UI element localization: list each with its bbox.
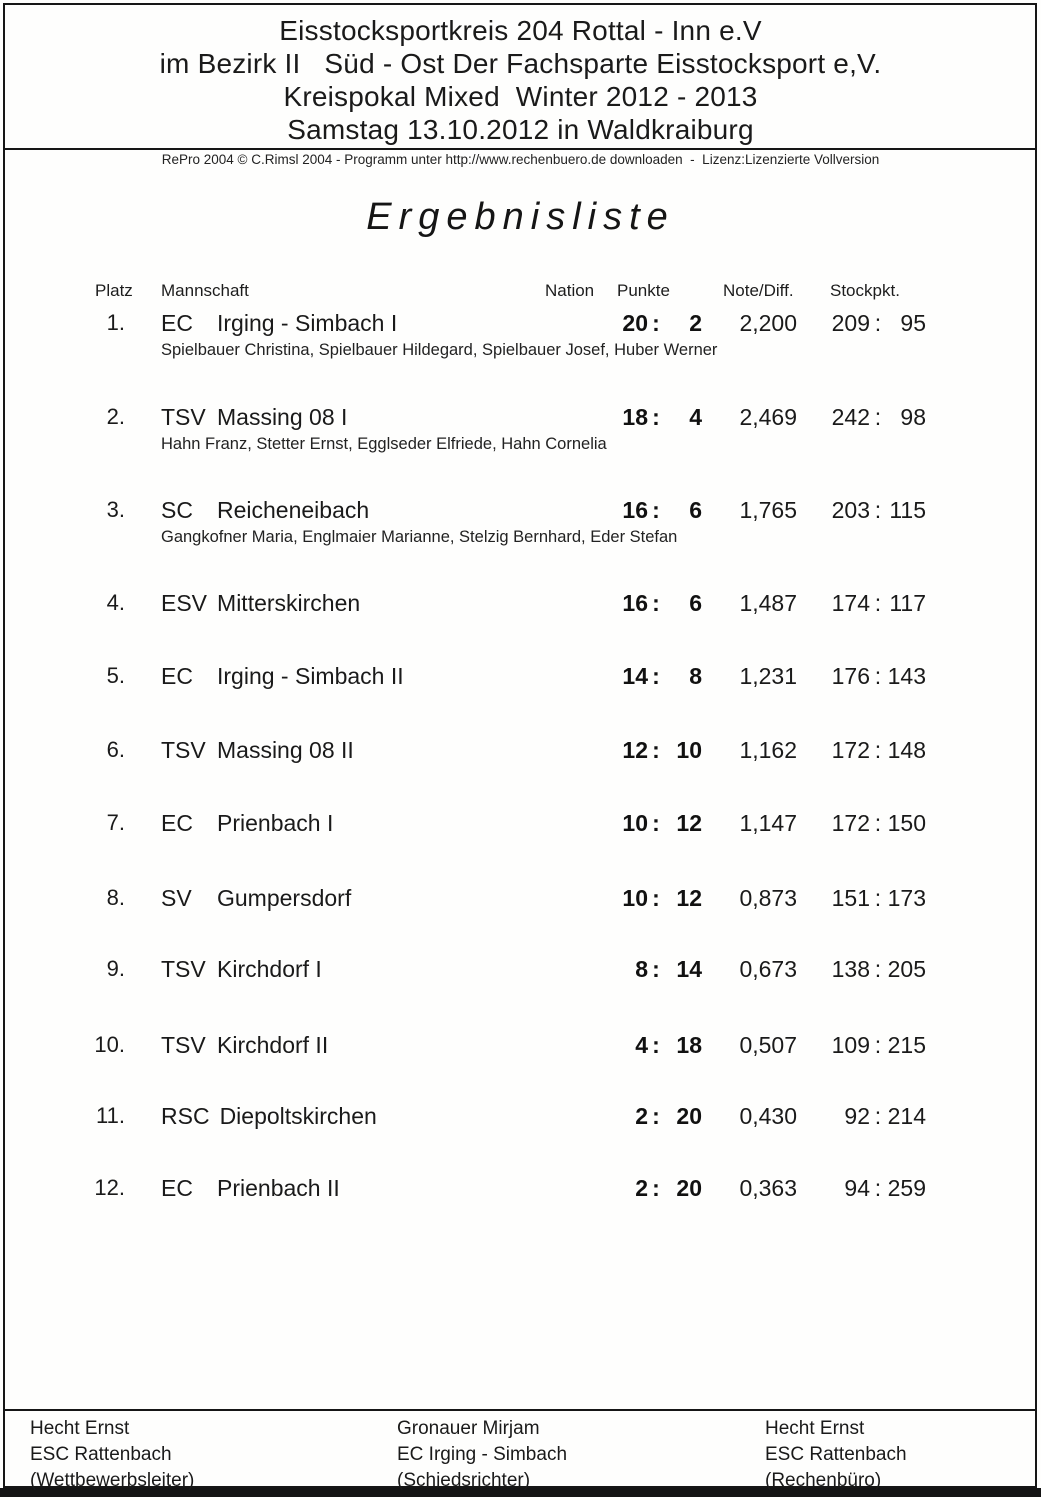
rank-cell: 2. (106, 404, 125, 429)
team-club-abbreviation: SC (161, 497, 193, 523)
officials-footer (5, 1411, 1035, 1491)
punkte-won: 16 (622, 497, 648, 523)
team-club-abbreviation: EC (161, 810, 193, 836)
punkte-lost: 8 (689, 663, 702, 689)
note-diff-cell: 0,873 (739, 885, 797, 911)
note-diff-cell: 1,147 (739, 810, 797, 836)
team-name: Diepoltskirchen (219, 1103, 377, 1129)
stock-against: 214 (887, 1103, 926, 1129)
stock-for: 176 (831, 663, 870, 689)
table-row (0, 737, 1041, 807)
punkte-cell (600, 810, 702, 837)
column-header-stockpkt: Stockpkt. (830, 281, 900, 300)
players-line: Spielbauer Christina, Spielbauer Hildegard, Spielbauer Josef, Huber Werner (161, 341, 718, 359)
official-role: (Schiedsrichter) (397, 1470, 531, 1491)
header-line-competition: Kreispokal Mixed Winter 2012 - 2013 (283, 81, 758, 112)
team-club-abbreviation: RSC (161, 1103, 210, 1129)
punkte-lost: 2 (689, 310, 702, 336)
note-diff-cell: 1,162 (739, 737, 797, 763)
official-name: Hecht Ernst (765, 1418, 865, 1439)
column-header-note-diff: Note/Diff. (723, 281, 794, 300)
footer-competition-leader (30, 1416, 194, 1494)
stock-against: 215 (887, 1032, 926, 1058)
team-club-abbreviation: TSV (161, 404, 206, 430)
official-club: ESC Rattenbach (30, 1444, 172, 1465)
stock-colon: : (874, 497, 882, 523)
stock-against: 173 (887, 885, 926, 911)
column-header-punkte: Punkte (617, 281, 670, 300)
stockpunkte-cell (800, 1175, 926, 1202)
team-club-abbreviation: ESV (161, 590, 208, 616)
stockpunkte-cell (800, 885, 926, 912)
column-header-nation: Nation (545, 281, 595, 300)
team-cell (161, 404, 347, 431)
punkte-won: 20 (622, 310, 648, 336)
stockpunkte-cell (800, 663, 926, 690)
team-cell (161, 497, 369, 524)
stock-against: 143 (887, 663, 926, 689)
note-diff-cell: 0,673 (739, 956, 797, 982)
team-cell (161, 590, 360, 617)
punkte-won: 8 (635, 956, 648, 982)
table-row (0, 956, 1041, 1026)
punkte-won: 14 (622, 663, 648, 689)
table-row (0, 885, 1041, 955)
stock-against: 98 (900, 404, 926, 430)
punkte-colon: : (652, 1032, 660, 1058)
stock-for: 94 (844, 1175, 870, 1201)
punkte-colon: : (652, 1103, 660, 1129)
team-club-abbreviation: TSV (161, 1032, 206, 1058)
team-cell (161, 956, 322, 983)
stock-colon: : (874, 1032, 882, 1058)
table-row (0, 310, 1041, 380)
official-role: (Wettbewerbsleiter) (30, 1470, 195, 1491)
punkte-colon: : (652, 663, 660, 689)
punkte-won: 2 (635, 1103, 648, 1129)
punkte-won: 4 (635, 1032, 648, 1058)
stockpunkte-cell (800, 737, 926, 764)
table-row (0, 1175, 1041, 1245)
footer-referee (397, 1416, 567, 1494)
stock-colon: : (874, 737, 882, 763)
stock-for: 203 (831, 497, 870, 523)
punkte-cell (600, 956, 702, 983)
stockpunkte-cell (800, 310, 926, 337)
punkte-cell (600, 404, 702, 431)
punkte-colon: : (652, 1175, 660, 1201)
note-diff-cell: 0,430 (739, 1103, 797, 1129)
punkte-cell (600, 590, 702, 617)
team-cell (161, 1103, 377, 1130)
rank-cell: 7. (106, 810, 125, 835)
column-header-mannschaft: Mannschaft (161, 281, 249, 300)
official-club: ESC Rattenbach (765, 1444, 907, 1465)
note-diff-cell: 1,231 (739, 663, 797, 689)
team-club-abbreviation: EC (161, 1175, 193, 1201)
punkte-won: 10 (622, 810, 648, 836)
stockpunkte-cell (800, 497, 926, 524)
stock-colon: : (874, 1175, 882, 1201)
stock-for: 151 (831, 885, 870, 911)
stock-for: 109 (831, 1032, 870, 1058)
stock-colon: : (874, 404, 882, 430)
punkte-cell (600, 885, 702, 912)
official-club: EC Irging - Simbach (397, 1444, 568, 1465)
note-diff-cell: 1,765 (739, 497, 797, 523)
punkte-cell (600, 497, 702, 524)
stockpunkte-cell (800, 1103, 926, 1130)
stock-for: 172 (831, 810, 870, 836)
punkte-cell (600, 1103, 702, 1130)
punkte-won: 12 (622, 737, 648, 763)
players-line: Gangkofner Maria, Englmaier Marianne, Stelzig Bernhard, Eder Stefan (161, 528, 678, 546)
table-row (0, 1103, 1041, 1173)
team-club-abbreviation: TSV (161, 737, 206, 763)
punkte-lost: 14 (676, 956, 702, 982)
stock-against: 117 (889, 590, 926, 616)
punkte-won: 2 (635, 1175, 648, 1201)
team-cell (161, 885, 351, 912)
team-cell (161, 810, 333, 837)
punkte-lost: 12 (676, 810, 702, 836)
stock-against: 150 (887, 810, 926, 836)
rank-cell: 12. (94, 1175, 125, 1200)
punkte-lost: 6 (689, 590, 702, 616)
rank-cell: 10. (94, 1032, 125, 1057)
team-name: Kirchdorf II (217, 1032, 329, 1058)
page-title: Ergebnisliste (366, 196, 675, 238)
team-cell (161, 737, 354, 764)
players-line: Hahn Franz, Stetter Ernst, Egglseder Elfriede, Hahn Cornelia (161, 435, 607, 453)
team-name: Irging - Simbach I (217, 310, 398, 336)
punkte-won: 16 (622, 590, 648, 616)
team-cell (161, 310, 397, 337)
punkte-colon: : (652, 956, 660, 982)
stock-colon: : (874, 885, 882, 911)
punkte-cell (600, 1032, 702, 1059)
rank-cell: 3. (106, 497, 125, 522)
footer-computing-office (765, 1416, 907, 1494)
stockpunkte-cell (800, 590, 926, 617)
rank-cell: 5. (106, 663, 125, 688)
team-club-abbreviation: EC (161, 310, 193, 336)
punkte-cell (600, 310, 702, 337)
stock-colon: : (874, 310, 882, 336)
table-row (0, 497, 1041, 567)
team-name: Reicheneibach (217, 497, 370, 523)
rank-cell: 6. (106, 737, 125, 762)
team-name: Irging - Simbach II (217, 663, 404, 689)
team-club-abbreviation: SV (161, 885, 192, 911)
team-cell (161, 663, 404, 690)
table-row (0, 663, 1041, 733)
stock-against: 259 (887, 1175, 926, 1201)
stock-colon: : (874, 590, 882, 616)
punkte-lost: 18 (676, 1032, 702, 1058)
stock-for: 138 (831, 956, 870, 982)
note-diff-cell: 1,487 (739, 590, 797, 616)
stockpunkte-cell (800, 404, 926, 431)
punkte-colon: : (652, 497, 660, 523)
stock-against: 205 (887, 956, 926, 982)
punkte-won: 18 (622, 404, 648, 430)
punkte-lost: 10 (676, 737, 702, 763)
rank-cell: 9. (106, 956, 125, 981)
punkte-lost: 20 (676, 1103, 702, 1129)
team-name: Mitterskirchen (217, 590, 361, 616)
stockpunkte-cell (800, 1032, 926, 1059)
note-diff-cell: 0,507 (739, 1032, 797, 1058)
column-header-platz: Platz (95, 281, 133, 300)
punkte-cell (600, 663, 702, 690)
rank-cell: 4. (106, 590, 125, 615)
stock-for: 172 (831, 737, 870, 763)
punkte-colon: : (652, 737, 660, 763)
team-name: Prienbach I (217, 810, 334, 836)
team-name: Massing 08 II (217, 737, 354, 763)
punkte-colon: : (652, 310, 660, 336)
team-cell (161, 1175, 340, 1202)
team-name: Gumpersdorf (217, 885, 352, 911)
stockpunkte-cell (800, 956, 926, 983)
header-line-district: im Bezirk II Süd - Ost Der Fachsparte Eisstocksport e,V. (159, 48, 882, 79)
punkte-colon: : (652, 810, 660, 836)
punkte-cell (600, 1175, 702, 1202)
team-club-abbreviation: TSV (161, 956, 206, 982)
team-name: Kirchdorf I (217, 956, 322, 982)
note-diff-cell: 2,200 (739, 310, 797, 336)
punkte-colon: : (652, 590, 660, 616)
punkte-won: 10 (622, 885, 648, 911)
table-row (0, 590, 1041, 660)
stock-colon: : (874, 663, 882, 689)
official-role: (Rechenbüro) (765, 1470, 882, 1491)
punkte-cell (600, 737, 702, 764)
table-row (0, 810, 1041, 880)
stock-for: 242 (831, 404, 870, 430)
header-line-date-location: Samstag 13.10.2012 in Waldkraiburg (287, 114, 754, 145)
rank-cell: 11. (96, 1103, 125, 1128)
stock-for: 174 (831, 590, 870, 616)
stockpunkte-cell (800, 810, 926, 837)
team-cell (161, 1032, 328, 1059)
software-credit-line: RePro 2004 © C.Rimsl 2004 - Programm unter http://www.rechenbuero.de downloaden - Lizenz:Lizenzierte Vollversion (161, 152, 880, 167)
rank-cell: 8. (106, 885, 125, 910)
note-diff-cell: 2,469 (739, 404, 797, 430)
team-name: Massing 08 I (217, 404, 348, 430)
stock-colon: : (874, 810, 882, 836)
stock-colon: : (874, 956, 882, 982)
stock-for: 209 (831, 310, 870, 336)
stock-against: 148 (887, 737, 926, 763)
punkte-lost: 20 (676, 1175, 702, 1201)
stock-against: 95 (900, 310, 926, 336)
stock-against: 115 (889, 497, 926, 523)
official-name: Hecht Ernst (30, 1418, 130, 1439)
team-name: Prienbach II (217, 1175, 340, 1201)
stock-for: 92 (844, 1103, 870, 1129)
punkte-colon: : (652, 404, 660, 430)
punkte-lost: 12 (676, 885, 702, 911)
punkte-lost: 4 (689, 404, 702, 430)
team-club-abbreviation: EC (161, 663, 193, 689)
official-name: Gronauer Mirjam (397, 1418, 540, 1439)
rank-cell: 1. (106, 310, 125, 335)
stock-colon: : (874, 1103, 882, 1129)
punkte-colon: : (652, 885, 660, 911)
note-diff-cell: 0,363 (739, 1175, 797, 1201)
header-line-organization: Eisstocksportkreis 204 Rottal - Inn e.V (279, 15, 762, 46)
table-row (0, 404, 1041, 474)
table-row (0, 1032, 1041, 1102)
punkte-lost: 6 (689, 497, 702, 523)
